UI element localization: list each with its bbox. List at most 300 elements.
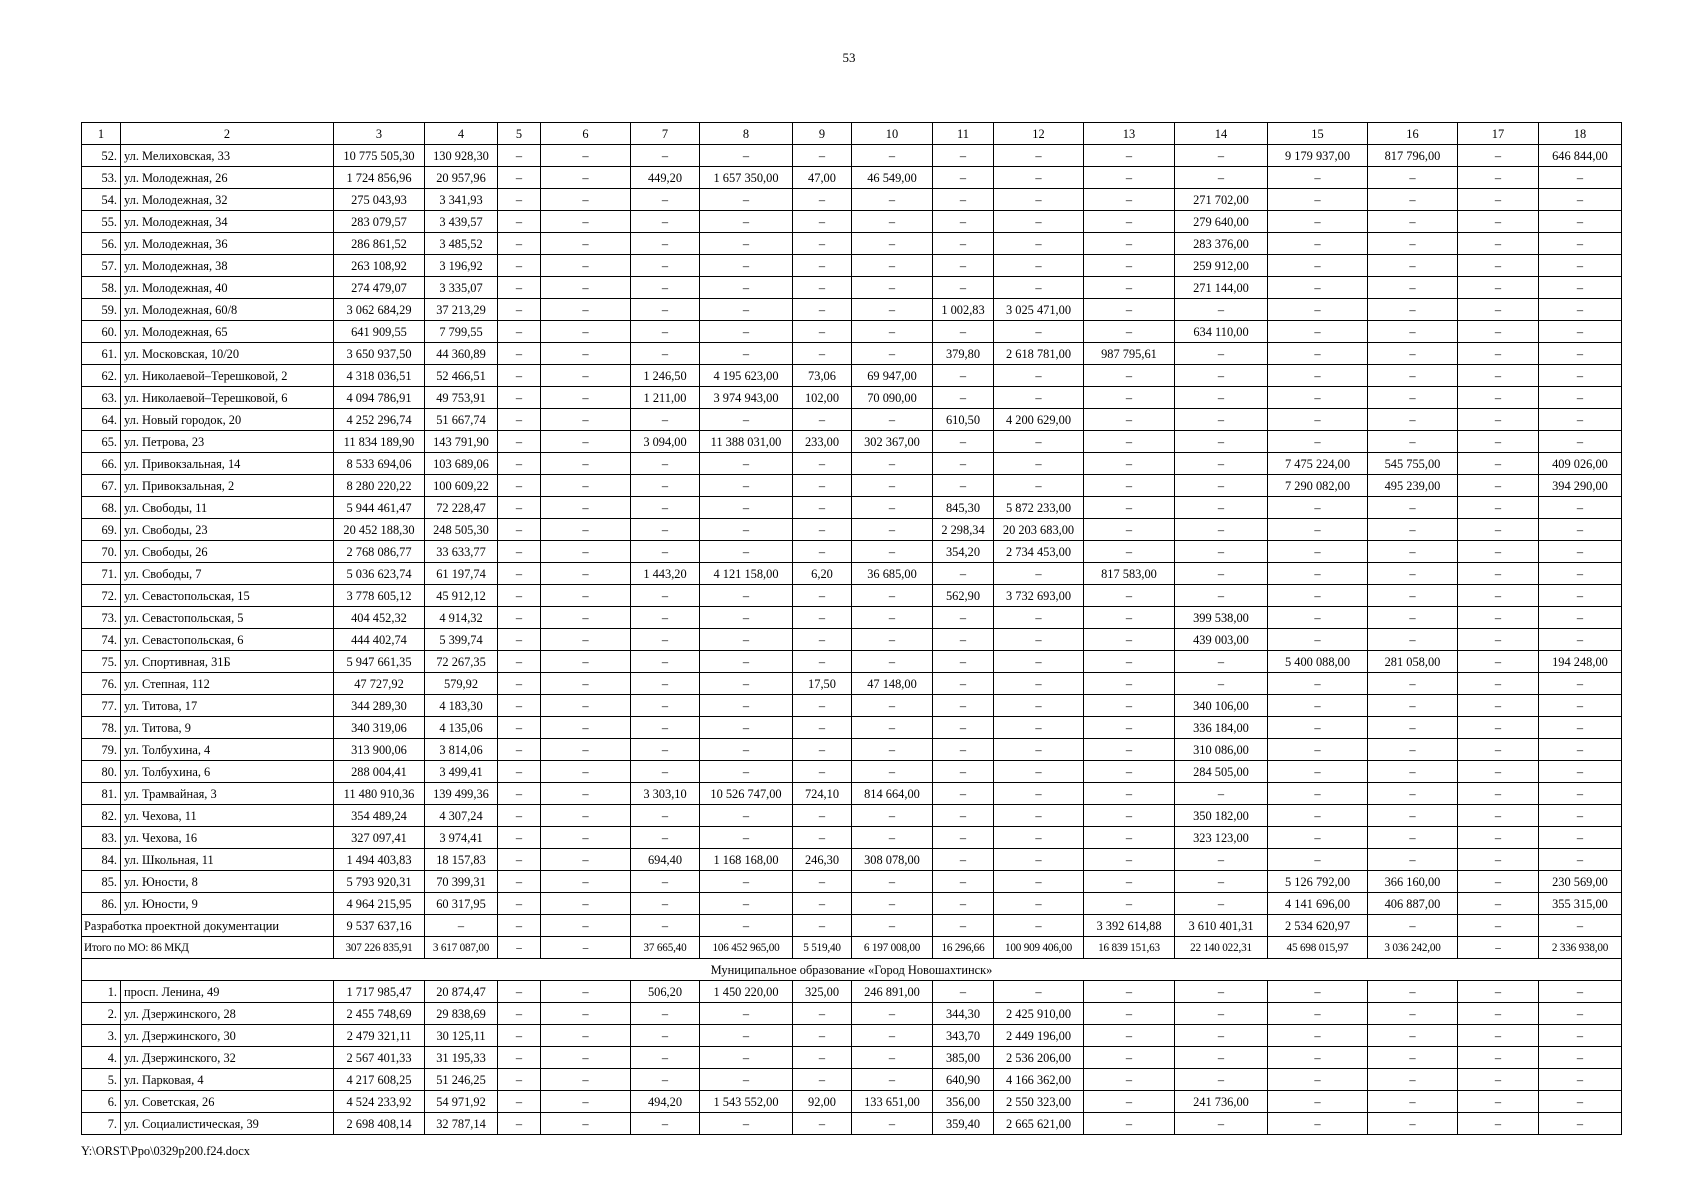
row-value: – xyxy=(1084,387,1175,409)
row-value: – xyxy=(1458,475,1539,497)
row-value: – xyxy=(700,541,793,563)
row-value: – xyxy=(1458,277,1539,299)
row-value: – xyxy=(793,453,852,475)
row-value: – xyxy=(1539,607,1622,629)
row-address: ул. Юности, 8 xyxy=(121,871,334,893)
row-value: – xyxy=(1084,827,1175,849)
table-row xyxy=(82,167,1622,189)
row-value: 3 062 684,29 xyxy=(334,299,425,321)
row-number: 57. xyxy=(82,255,121,277)
row-value: – xyxy=(631,475,700,497)
row-value: 283 376,00 xyxy=(1175,233,1268,255)
row-value: – xyxy=(1368,563,1458,585)
row-value: – xyxy=(1368,211,1458,233)
row-value: – xyxy=(700,277,793,299)
row-value: 4 094 786,91 xyxy=(334,387,425,409)
row-value: 394 290,00 xyxy=(1539,475,1622,497)
row-value: – xyxy=(994,695,1084,717)
row-address: ул. Московская, 10/20 xyxy=(121,343,334,365)
row-value: 1 717 985,47 xyxy=(334,981,425,1003)
row-value: 7 290 082,00 xyxy=(1268,475,1368,497)
row-value: – xyxy=(700,629,793,651)
row-value: – xyxy=(1268,255,1368,277)
row-value: – xyxy=(793,805,852,827)
row-value: – xyxy=(1084,189,1175,211)
row-value: – xyxy=(498,871,541,893)
row-value: 409 026,00 xyxy=(1539,453,1622,475)
row-value: – xyxy=(1268,541,1368,563)
row-number: 79. xyxy=(82,739,121,761)
row-value: – xyxy=(793,1069,852,1091)
row-value: – xyxy=(1368,233,1458,255)
row-value: – xyxy=(1084,541,1175,563)
row-value: – xyxy=(1268,827,1368,849)
row-value: 10 526 747,00 xyxy=(700,783,793,805)
row-value: – xyxy=(852,475,933,497)
row-value: – xyxy=(631,453,700,475)
row-value: 4 914,32 xyxy=(425,607,498,629)
row-value: – xyxy=(700,409,793,431)
row-value: 283 079,57 xyxy=(334,211,425,233)
row-value: – xyxy=(541,233,631,255)
row-value: – xyxy=(1084,981,1175,1003)
column-header: 7 xyxy=(631,123,700,145)
row-value: – xyxy=(498,1113,541,1135)
row-value: – xyxy=(933,871,994,893)
row-value: – xyxy=(631,299,700,321)
row-value: 3 610 401,31 xyxy=(1175,915,1268,937)
row-value: – xyxy=(1268,717,1368,739)
row-value: – xyxy=(852,189,933,211)
row-number: 59. xyxy=(82,299,121,321)
column-header: 5 xyxy=(498,123,541,145)
table-row xyxy=(82,981,1622,1003)
row-value: 20 957,96 xyxy=(425,167,498,189)
row-value: 20 452 188,30 xyxy=(334,519,425,541)
row-value: – xyxy=(1268,695,1368,717)
column-header: 12 xyxy=(994,123,1084,145)
row-value: – xyxy=(933,167,994,189)
row-value: – xyxy=(498,695,541,717)
row-value: – xyxy=(498,365,541,387)
column-header: 14 xyxy=(1175,123,1268,145)
row-value: 16 839 151,63 xyxy=(1084,937,1175,959)
table-row xyxy=(82,761,1622,783)
row-value: – xyxy=(541,585,631,607)
row-value: – xyxy=(994,739,1084,761)
row-number: 77. xyxy=(82,695,121,717)
row-value: – xyxy=(541,167,631,189)
row-value: 817 583,00 xyxy=(1084,563,1175,585)
row-value: – xyxy=(541,717,631,739)
row-value: 354 489,24 xyxy=(334,805,425,827)
row-value: – xyxy=(498,167,541,189)
row-value: 103 689,06 xyxy=(425,453,498,475)
row-value: – xyxy=(852,651,933,673)
row-number: 78. xyxy=(82,717,121,739)
table-row xyxy=(82,519,1622,541)
row-value: 5 126 792,00 xyxy=(1268,871,1368,893)
row-value: – xyxy=(1539,1025,1622,1047)
row-value: – xyxy=(631,497,700,519)
row-value: – xyxy=(631,585,700,607)
row-address: ул. Дзержинского, 28 xyxy=(121,1003,334,1025)
row-value: 70 090,00 xyxy=(852,387,933,409)
row-number: 65. xyxy=(82,431,121,453)
row-value: – xyxy=(1084,233,1175,255)
row-value: – xyxy=(1368,629,1458,651)
row-value: – xyxy=(1458,827,1539,849)
row-value: – xyxy=(1175,1047,1268,1069)
row-value: 4 524 233,92 xyxy=(334,1091,425,1113)
row-value: – xyxy=(1084,1069,1175,1091)
row-value: – xyxy=(793,145,852,167)
row-number: 84. xyxy=(82,849,121,871)
row-value: 3 617 087,00 xyxy=(425,937,498,959)
row-value: – xyxy=(994,783,1084,805)
row-value: – xyxy=(1175,541,1268,563)
row-value: 47,00 xyxy=(793,167,852,189)
project-docs-row-label: Разработка проектной документации xyxy=(82,915,334,937)
row-value: 4 121 158,00 xyxy=(700,563,793,585)
row-value: – xyxy=(631,827,700,849)
row-number: 68. xyxy=(82,497,121,519)
row-value: – xyxy=(700,607,793,629)
row-value: 3 025 471,00 xyxy=(994,299,1084,321)
row-value: 9 537 637,16 xyxy=(334,915,425,937)
row-value: – xyxy=(1458,365,1539,387)
row-value: 845,30 xyxy=(933,497,994,519)
row-value: – xyxy=(1539,519,1622,541)
row-value: – xyxy=(994,189,1084,211)
row-value: 10 775 505,30 xyxy=(334,145,425,167)
row-value: – xyxy=(852,321,933,343)
row-value: – xyxy=(1084,365,1175,387)
row-value: – xyxy=(994,145,1084,167)
row-value: 449,20 xyxy=(631,167,700,189)
row-value: – xyxy=(498,717,541,739)
row-value: – xyxy=(793,189,852,211)
row-value: – xyxy=(1458,343,1539,365)
row-value: – xyxy=(1175,453,1268,475)
row-value: 359,40 xyxy=(933,1113,994,1135)
row-value: 7 475 224,00 xyxy=(1268,453,1368,475)
row-value: – xyxy=(498,299,541,321)
row-value: – xyxy=(541,1003,631,1025)
row-address: ул. Дзержинского, 32 xyxy=(121,1047,334,1069)
row-value: – xyxy=(1458,1091,1539,1113)
row-address: ул. Мелиховская, 33 xyxy=(121,145,334,167)
row-value: 356,00 xyxy=(933,1091,994,1113)
row-value: – xyxy=(1084,167,1175,189)
row-value: – xyxy=(1539,365,1622,387)
row-value: – xyxy=(852,409,933,431)
row-value: – xyxy=(793,343,852,365)
row-value: – xyxy=(631,519,700,541)
row-value: – xyxy=(1175,893,1268,915)
row-value: – xyxy=(994,607,1084,629)
row-value: – xyxy=(1539,541,1622,563)
row-value: – xyxy=(1539,189,1622,211)
row-number: 62. xyxy=(82,365,121,387)
row-value: – xyxy=(1175,1069,1268,1091)
row-value: – xyxy=(1368,981,1458,1003)
column-header: 13 xyxy=(1084,123,1175,145)
row-value: 11 388 031,00 xyxy=(700,431,793,453)
row-value: 274 479,07 xyxy=(334,277,425,299)
row-value: 3 499,41 xyxy=(425,761,498,783)
row-value: – xyxy=(631,211,700,233)
row-value: – xyxy=(933,321,994,343)
row-value: – xyxy=(933,739,994,761)
row-value: – xyxy=(1175,431,1268,453)
row-value: – xyxy=(793,1003,852,1025)
row-value: – xyxy=(1458,453,1539,475)
row-value: – xyxy=(1539,849,1622,871)
row-address: ул. Спортивная, 31Б xyxy=(121,651,334,673)
row-value: – xyxy=(498,607,541,629)
row-value: – xyxy=(933,233,994,255)
table-row xyxy=(82,321,1622,343)
row-value: – xyxy=(933,387,994,409)
row-value: 354,20 xyxy=(933,541,994,563)
row-value: – xyxy=(1539,1113,1622,1135)
row-value: 399 538,00 xyxy=(1175,607,1268,629)
row-value: 281 058,00 xyxy=(1368,651,1458,673)
row-value: – xyxy=(1368,783,1458,805)
row-address: ул. Молодежная, 32 xyxy=(121,189,334,211)
row-value: – xyxy=(994,915,1084,937)
row-value: – xyxy=(852,519,933,541)
row-address: ул. Петрова, 23 xyxy=(121,431,334,453)
row-number: 67. xyxy=(82,475,121,497)
row-value: – xyxy=(793,211,852,233)
row-value: – xyxy=(1175,475,1268,497)
row-value: – xyxy=(994,673,1084,695)
row-value: – xyxy=(1458,431,1539,453)
row-value: – xyxy=(541,651,631,673)
row-value: – xyxy=(1084,255,1175,277)
row-value: 313 900,06 xyxy=(334,739,425,761)
row-value: – xyxy=(1175,563,1268,585)
row-value: – xyxy=(1539,1047,1622,1069)
row-value: – xyxy=(1268,981,1368,1003)
row-value: 2 550 323,00 xyxy=(994,1091,1084,1113)
column-header: 11 xyxy=(933,123,994,145)
row-value: – xyxy=(498,981,541,1003)
row-value: – xyxy=(541,409,631,431)
row-value: – xyxy=(1539,563,1622,585)
row-address: ул. Севастопольская, 15 xyxy=(121,585,334,607)
table-row xyxy=(82,893,1622,915)
row-value: – xyxy=(700,255,793,277)
row-value: 102,00 xyxy=(793,387,852,409)
column-header: 18 xyxy=(1539,123,1622,145)
row-value: – xyxy=(1175,849,1268,871)
row-value: – xyxy=(1539,805,1622,827)
row-value: – xyxy=(793,1113,852,1135)
row-value: – xyxy=(852,805,933,827)
table-row xyxy=(82,1047,1622,1069)
row-value: – xyxy=(1084,739,1175,761)
row-value: – xyxy=(1539,783,1622,805)
row-value: – xyxy=(1368,409,1458,431)
row-value: – xyxy=(852,277,933,299)
row-value: – xyxy=(852,695,933,717)
row-value: – xyxy=(700,321,793,343)
row-value: – xyxy=(631,1047,700,1069)
row-value: 8 533 694,06 xyxy=(334,453,425,475)
row-value: – xyxy=(933,453,994,475)
row-value: – xyxy=(1084,849,1175,871)
row-value: – xyxy=(541,189,631,211)
row-value: 2 665 621,00 xyxy=(994,1113,1084,1135)
row-value: 1 543 552,00 xyxy=(700,1091,793,1113)
row-value: – xyxy=(1458,673,1539,695)
row-value: – xyxy=(631,343,700,365)
row-value: – xyxy=(1458,321,1539,343)
row-value: – xyxy=(1175,365,1268,387)
row-value: – xyxy=(852,497,933,519)
row-value: – xyxy=(541,387,631,409)
row-number: 54. xyxy=(82,189,121,211)
row-value: 4 252 296,74 xyxy=(334,409,425,431)
row-value: – xyxy=(541,365,631,387)
row-number: 56. xyxy=(82,233,121,255)
row-value: – xyxy=(631,607,700,629)
row-value: 17,50 xyxy=(793,673,852,695)
row-value: – xyxy=(541,145,631,167)
row-value: – xyxy=(994,827,1084,849)
row-value: – xyxy=(1084,321,1175,343)
row-value: – xyxy=(1268,1069,1368,1091)
column-header: 15 xyxy=(1268,123,1368,145)
row-value: – xyxy=(1368,365,1458,387)
row-value: 30 125,11 xyxy=(425,1025,498,1047)
row-value: – xyxy=(1458,629,1539,651)
row-value: – xyxy=(700,211,793,233)
row-number: 3. xyxy=(82,1025,121,1047)
row-value: 6 197 008,00 xyxy=(852,937,933,959)
row-value: 72 267,35 xyxy=(425,651,498,673)
row-value: – xyxy=(933,189,994,211)
section-row xyxy=(82,959,1622,981)
row-value: – xyxy=(1175,409,1268,431)
row-value: – xyxy=(933,431,994,453)
table-row xyxy=(82,805,1622,827)
row-value: – xyxy=(852,607,933,629)
row-value: – xyxy=(1268,1025,1368,1047)
row-value: – xyxy=(793,871,852,893)
row-value: 288 004,41 xyxy=(334,761,425,783)
row-value: – xyxy=(994,365,1084,387)
row-value: 16 296,66 xyxy=(933,937,994,959)
row-value: – xyxy=(1458,761,1539,783)
row-value: 248 505,30 xyxy=(425,519,498,541)
row-number: 6. xyxy=(82,1091,121,1113)
row-value: – xyxy=(1458,563,1539,585)
row-address: ул. Чехова, 11 xyxy=(121,805,334,827)
row-value: – xyxy=(994,849,1084,871)
row-address: ул. Школьная, 11 xyxy=(121,849,334,871)
table-row xyxy=(82,717,1622,739)
table-row xyxy=(82,695,1622,717)
row-value: – xyxy=(498,519,541,541)
row-value: – xyxy=(994,761,1084,783)
row-value: – xyxy=(1268,431,1368,453)
row-value: – xyxy=(541,211,631,233)
row-value: – xyxy=(1175,871,1268,893)
row-value: – xyxy=(994,563,1084,585)
row-value: – xyxy=(1368,717,1458,739)
row-value: – xyxy=(541,563,631,585)
row-value: 4 964 215,95 xyxy=(334,893,425,915)
row-value: – xyxy=(1084,805,1175,827)
row-value: – xyxy=(1368,1003,1458,1025)
row-value: 271 144,00 xyxy=(1175,277,1268,299)
row-value: 350 182,00 xyxy=(1175,805,1268,827)
row-value: – xyxy=(498,629,541,651)
table-row xyxy=(82,497,1622,519)
row-value: – xyxy=(498,409,541,431)
table-row xyxy=(82,1025,1622,1047)
row-value: – xyxy=(631,871,700,893)
row-value: 724,10 xyxy=(793,783,852,805)
row-address: ул. Новый городок, 20 xyxy=(121,409,334,431)
row-number: 80. xyxy=(82,761,121,783)
row-value: – xyxy=(541,695,631,717)
row-value: 45 912,12 xyxy=(425,585,498,607)
row-address: ул. Севастопольская, 6 xyxy=(121,629,334,651)
row-value: – xyxy=(541,519,631,541)
row-value: – xyxy=(631,1003,700,1025)
row-value: – xyxy=(933,915,994,937)
row-value: – xyxy=(1458,211,1539,233)
row-address: ул. Николаевой–Терешковой, 2 xyxy=(121,365,334,387)
row-value: – xyxy=(631,277,700,299)
row-value: – xyxy=(1368,915,1458,937)
row-value: – xyxy=(933,717,994,739)
row-address: ул. Дзержинского, 30 xyxy=(121,1025,334,1047)
row-value: – xyxy=(700,827,793,849)
row-value: – xyxy=(1458,233,1539,255)
row-value: – xyxy=(1458,1069,1539,1091)
row-value: – xyxy=(994,321,1084,343)
row-value: 286 861,52 xyxy=(334,233,425,255)
row-value: 279 640,00 xyxy=(1175,211,1268,233)
row-value: – xyxy=(498,1003,541,1025)
row-value: – xyxy=(541,761,631,783)
row-value: – xyxy=(1084,431,1175,453)
row-value: – xyxy=(1539,299,1622,321)
table-row xyxy=(82,1113,1622,1135)
row-number: 86. xyxy=(82,893,121,915)
row-value: – xyxy=(1084,1113,1175,1135)
row-value: 4 166 362,00 xyxy=(994,1069,1084,1091)
row-value: – xyxy=(541,893,631,915)
column-header: 3 xyxy=(334,123,425,145)
row-value: – xyxy=(1368,739,1458,761)
row-value: 246,30 xyxy=(793,849,852,871)
row-value: 814 664,00 xyxy=(852,783,933,805)
row-value: 562,90 xyxy=(933,585,994,607)
row-value: – xyxy=(793,497,852,519)
row-value: 69 947,00 xyxy=(852,365,933,387)
row-value: – xyxy=(1084,761,1175,783)
row-value: 444 402,74 xyxy=(334,629,425,651)
table-row xyxy=(82,343,1622,365)
row-value: – xyxy=(793,651,852,673)
